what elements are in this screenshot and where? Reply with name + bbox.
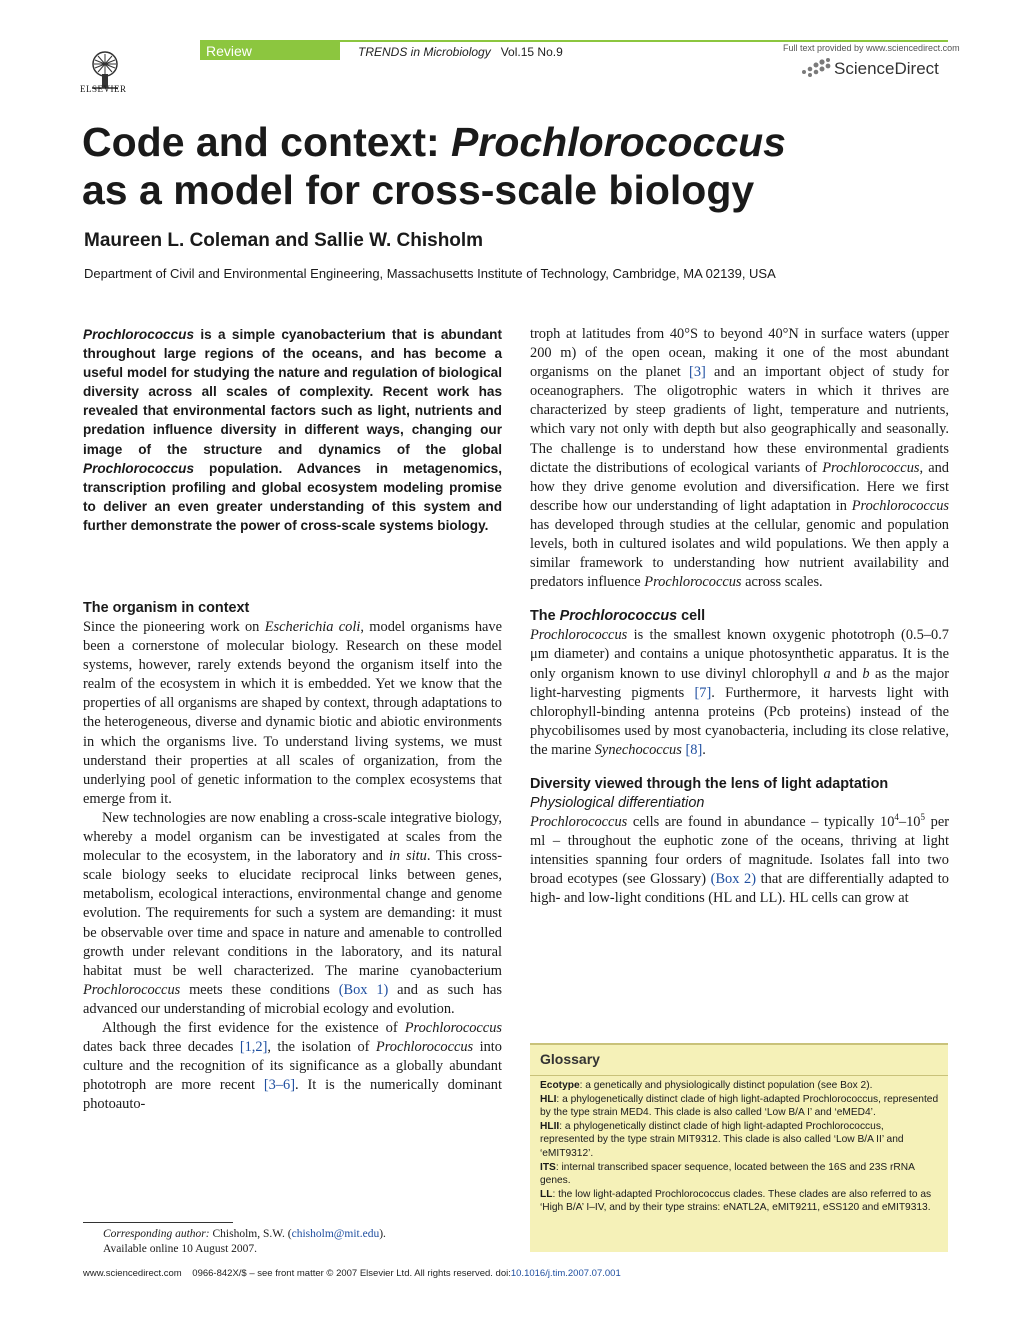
affiliation: Department of Civil and Environmental Engineering, Massachusetts Institute of Technology, Cambridge, MA 02139, USA	[84, 266, 776, 281]
glossary-item: Ecotype: a genetically and physiologically distinct population (see Box 2).	[540, 1080, 873, 1091]
citation-link[interactable]: [8]	[685, 741, 703, 758]
glossary-item: HLI: a phylogenetically distinct clade of high light-adapted Prochlorococcus, represented by the type strain MED4. This clade is also called ‘Low B/A I’ and ‘eMED4’.	[540, 1093, 939, 1119]
footnote: Corresponding author: Chisholm, S.W. (chisholm@mit.edu). Available online 10 August 2007.	[103, 1228, 386, 1255]
glossary-title: Glossary	[540, 1051, 600, 1067]
abstract: Prochlorococcus is a simple cyanobacterium that is abundant throughout large regions of the oceans, and has become a useful model for studying the nature and regulation of biological diversity across all scales of complexity. Recent work has revealed that environmental factors such as light, nutrients and predation influence diversity in different ways, changing our image of the structure and dynamics of the global Prochlorococcus population. Advances in metagenomics, transcription profiling and global ecosystem modeling promise to deliver an even greater understanding of this system and further demonstrate the power of cross-scale systems biology.	[83, 327, 502, 533]
paragraph: Since the pioneering work on Escherichia coli, model organisms have been a cornerstone of molecular biology. Research on these model systems, however, rarely extends beyond the organism itself into the realm of the ecosystem in which it is embedded. Yet we know that the properties of all organisms are shaped by context, through adaptations to the heterogeneous, diverse and dynamic biotic and abiotic environments in which the organisms live. To understand living systems, we must understand their properties at all scales of organization, from the underlying pool of genetic information to the complex ecosystems that emerge from it.	[83, 619, 502, 807]
email-link[interactable]: chisholm@mit.edu	[291, 1228, 380, 1240]
paragraph: troph at latitudes from 40°S to beyond 40°N in surface waters (upper 200 m) of the open ocean, making it one of the most abundant organisms on the planet [3] and an important object of study for oceanographers. The oligotrophic waters in which it thrives are characterized by steep gradients of light, temperature and nutrients, which vary not only with depth but also geographically and seasonally. The challenge is to understand how these environmental gradients dictate the distributions of ecological variants of Prochlorococcus, and how they drive genome evolution and diversification. Here we first describe how our understanding of light adaptation in Prochlorococcus has developed through studies at the cellular, genomic and population levels, both in cultured isolates and wild populations. We then apply a similar framework to understanding how nutrient availability and predators influence Prochlorococcus across scales.	[530, 326, 949, 591]
section-tab: Review	[200, 42, 340, 60]
left-column-body	[83, 599, 502, 1114]
subsection-heading: Physiological differentiation	[530, 794, 705, 811]
elsevier-wordmark: ELSEVIER	[80, 84, 127, 94]
citation-link[interactable]: [3]	[689, 364, 706, 381]
paragraph: Although the first evidence for the existence of Prochlorococcus dates back three decades [1,2], the isolation of Prochlorococcus into culture and the recognition of its significance as a globally abundant phototroph are more recent [3–6]. It is the numerically dominant photoauto-	[83, 1019, 502, 1113]
footnote-rule	[83, 1222, 233, 1223]
footer-site-link[interactable]: www.sciencedirect.com	[83, 1268, 182, 1279]
journal-line	[358, 45, 563, 59]
box-link[interactable]: (Box 2)	[710, 871, 757, 888]
paragraph: Prochlorococcus cells are found in abundance – typically $10^4-10^5$ per ml – throughout the euphotic zone of the oceans, thriving at light intensities spanning four orders of magnitude. Isolates fall into two broad ecotypes (see Glossary) (Box 2) that are differentially adapted to high- and low-light conditions (HL and LL). HL cells can grow at	[530, 812, 949, 907]
section-heading: The organism in context	[83, 600, 250, 616]
journal-name: TRENDS in Microbiology	[358, 45, 491, 59]
doi-link[interactable]: 10.1016/j.tim.2007.07.001	[510, 1268, 621, 1279]
article-title: Code and context: Prochlorococcus as a model for cross-scale biology	[82, 119, 786, 213]
citation-link[interactable]: [1,2]	[239, 1039, 268, 1056]
glossary-rule	[530, 1075, 948, 1076]
glossary-item: HLII: a phylogenetically distinct clade of high light-adapted Prochlorococcus, represented by the type strain MIT9312. This clade is also called ‘Low B/A II’ and ‘eMIT9312’.	[540, 1120, 904, 1159]
glossary-item: ITS: internal transcribed spacer sequence, located between the 16S and 23S rRNA genes.	[540, 1161, 915, 1187]
citation-link[interactable]: [7]	[694, 684, 712, 701]
sciencedirect-wordmark: ScienceDirect	[834, 59, 939, 78]
fulltext-note: Full text provided by www.sciencedirect.com	[783, 43, 960, 53]
glossary-box	[530, 1043, 948, 1252]
section-heading: Diversity viewed through the lens of light adaptation	[530, 775, 889, 792]
right-column-body	[530, 325, 949, 908]
glossary-item: LL: the low light-adapted Prochlorococcus clades. These clades are also referred to as ‘High B/A’ I–IV, and by their type strains: eNATL2A, eMIT9211, eSS120 and eMIT9313.	[540, 1188, 932, 1214]
author-list: Maureen L. Coleman and Sallie W. Chisholm	[84, 230, 484, 251]
paragraph: Prochlorococcus is the smallest known oxygenic phototroph (0.5–0.7 μm diameter) and contains a unique photosynthetic apparatus. It is the only organism known to use divinyl chlorophyll a and b as the major light-harvesting pigments [7]. Furthermore, it harvests light with chlorophyll-binding antenna proteins (Pcb proteins) instead of the phycobilisomes used by most cyanobacteria, including its close relative, the marine Synechococcus [8].	[530, 627, 949, 758]
journal-volume: Vol.15 No.9	[500, 45, 563, 59]
page-footer: www.sciencedirect.com 0966-842X/$ – see front matter © 2007 Elsevier Ltd. All rights reserved. doi:10.1016/j.tim.2007.07.001	[83, 1268, 621, 1279]
paragraph: New technologies are now enabling a cross-scale integrative biology, whereby a model organism can be investigated at scales from the molecular to the ecosystem, in the laboratory and in situ. This cross-scale biology seeks to elucidate reciprocal links between genes, metabolism, ecological interactions, environmental change and genome evolution. The requirements for such a system are demanding: it must be observable over time and space in nature and amenable to controlled growth under relevant conditions in the laboratory, and its natural habitat must be well characterized. The marine cyanobacterium Prochlorococcus meets these conditions (Box 1) and as such has advanced our understanding of microbial ecology and evolution.	[83, 809, 502, 1017]
glossary-list	[540, 1079, 940, 1215]
box-link[interactable]: (Box 1)	[338, 981, 389, 998]
section-heading: The Prochlorococcus cell	[530, 608, 706, 625]
citation-link[interactable]: [3–6]	[263, 1077, 296, 1094]
sciencedirect-dots-icon	[800, 57, 834, 79]
title-genus: Prochlorococcus	[451, 119, 786, 165]
